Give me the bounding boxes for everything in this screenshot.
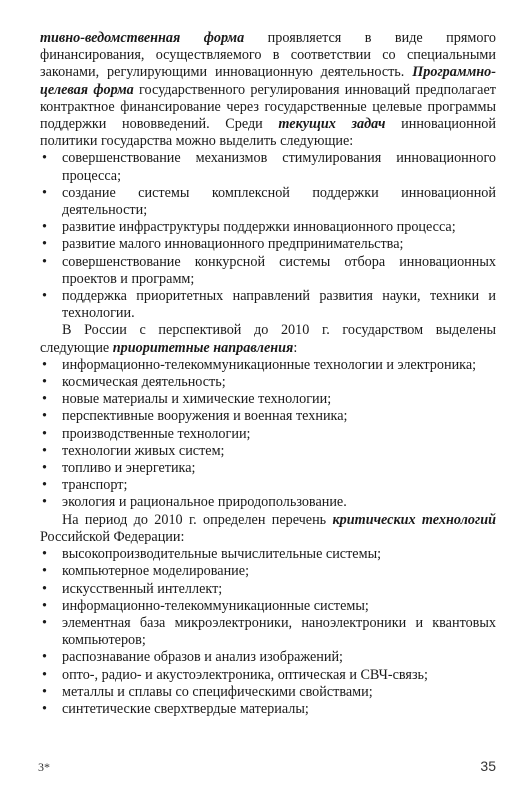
priorities-list — [40, 357, 496, 512]
intro-text-2: государственного регулирования инноваций предполагает контрактное финансирование через государственные целевые программы поддержки нововведений. Среди — [40, 81, 496, 133]
critical-paragraph — [40, 512, 496, 546]
intro-paragraph — [40, 30, 496, 150]
critical-end: Российской Федерации: — [40, 528, 185, 545]
list-item: • транспорт; — [40, 477, 496, 494]
list-item: • создание системы комплексной поддержки инновационной деятельности; — [40, 185, 496, 219]
tasks-list — [40, 150, 496, 322]
list-item: • экология и рациональное природопользование. — [40, 494, 496, 511]
page-number: 35 — [480, 758, 496, 774]
intro-text-3: инновационной политики государства можно выделить следующие: — [40, 116, 496, 150]
list-item: • распознавание образов и анализ изображений; — [40, 649, 496, 666]
list-item: • перспективные вооружения и военная техника; — [40, 408, 496, 425]
list-item: • технологии живых систем; — [40, 443, 496, 460]
list-item: • опто-, радио- и акустоэлектроника, оптическая и СВЧ-связь; — [40, 667, 496, 684]
list-item: • космическая деятельность; — [40, 374, 496, 391]
list-item: • высокопроизводительные вычислительные системы; — [40, 546, 496, 563]
term-current-tasks: текущих задач — [278, 116, 386, 133]
list-item: • совершенствование механизмов стимулирования инновационного процесса; — [40, 150, 496, 184]
term-program-target-form: Программно-целевая форма — [40, 64, 496, 98]
critical-list — [40, 546, 496, 718]
list-item: • производственные технологии; — [40, 426, 496, 443]
list-item: • компьютерное моделирование; — [40, 563, 496, 580]
list-item: • элементная база микроэлектроники, наноэлектроники и квантовых компьютеров; — [40, 615, 496, 649]
list-item: • совершенствование конкурсной системы отбора инновационных проектов и программ; — [40, 254, 496, 288]
list-item: • новые материалы и химические технологии; — [40, 391, 496, 408]
term-priority-directions: приоритетные направления — [112, 339, 294, 356]
critical-text: На период до 2010 г. определен перечень — [62, 511, 333, 528]
page-body — [40, 30, 496, 718]
list-item: • металлы и сплавы со специфическими свойствами; — [40, 684, 496, 701]
list-item: • топливо и энергетика; — [40, 460, 496, 477]
list-item: • искусственный интеллект; — [40, 581, 496, 598]
list-item: • синтетические сверхтвердые материалы; — [40, 701, 496, 718]
term-administrative-form: тивно-ведомственная форма — [40, 30, 245, 46]
term-critical-technologies: критических технологий — [332, 511, 496, 528]
priorities-text: В России с перспективой до 2010 г. государством выделены следующие — [40, 322, 496, 356]
signature-mark: 3* — [38, 760, 50, 774]
list-item: • информационно-телекоммуникационные технологии и электроника; — [40, 357, 496, 374]
intro-text-1: проявляется в виде прямого финансирования, осуществляемого в соответствии со специальными законами, регулирующими инновационную деятельность. — [40, 30, 497, 81]
priorities-end: : — [293, 339, 298, 356]
list-item: • поддержка приоритетных направлений развития науки, техники и технологии. — [40, 288, 496, 322]
list-item: • развитие инфраструктуры поддержки инновационного процесса; — [40, 219, 496, 236]
list-item: • развитие малого инновационного предпринимательства; — [40, 236, 496, 253]
list-item: • информационно-телекоммуникационные системы; — [40, 598, 496, 615]
priorities-paragraph — [40, 322, 496, 356]
